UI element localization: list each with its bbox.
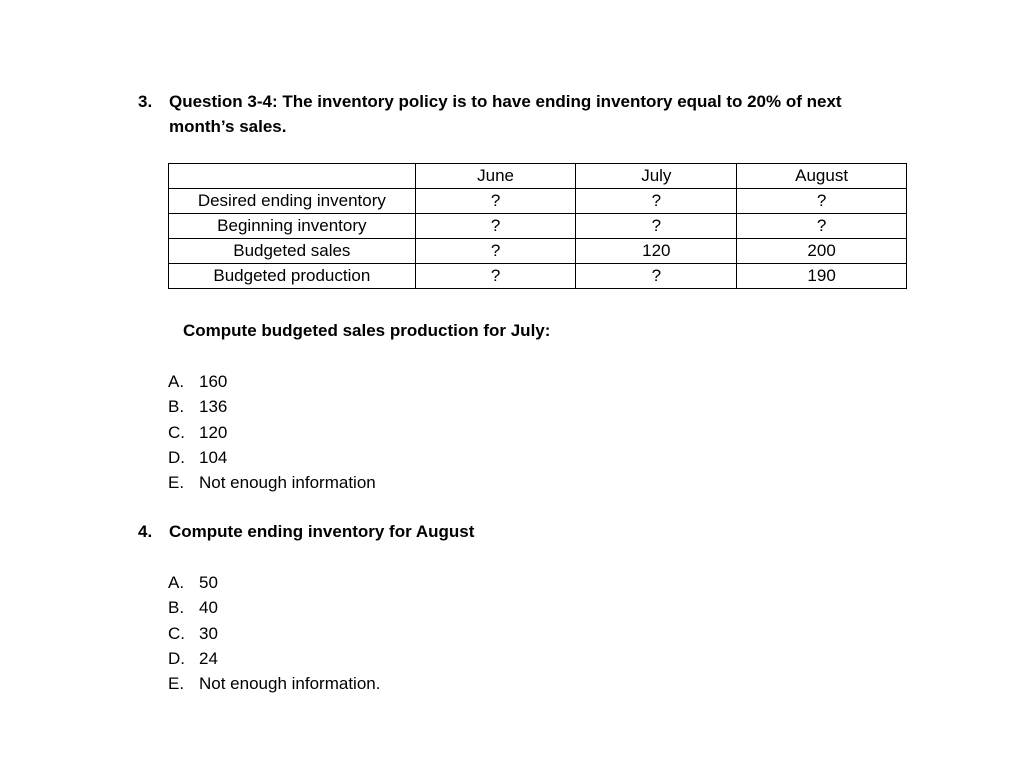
choice-text: 104 <box>199 447 228 467</box>
table-cell: ? <box>415 214 576 239</box>
choice-letter: D. <box>168 447 185 467</box>
question-4-text: Compute ending inventory for August <box>169 522 475 541</box>
table-header-cell: July <box>576 164 737 189</box>
choice-letter: B. <box>168 598 185 618</box>
question-4-heading <box>138 519 638 544</box>
table-row <box>169 239 907 264</box>
table-header-cell: August <box>737 164 907 189</box>
table-row <box>169 264 907 289</box>
table-cell: ? <box>415 239 576 264</box>
table-cell: ? <box>415 264 576 289</box>
table-header-cell <box>169 164 416 189</box>
question-3-heading <box>138 89 898 141</box>
choice-letter: E. <box>168 674 185 694</box>
question-4-number: 4. <box>138 522 153 541</box>
table-cell: 200 <box>737 239 907 264</box>
choice-text: 136 <box>199 397 228 417</box>
table-row-label: Budgeted production <box>169 264 416 289</box>
choice-letter: D. <box>168 648 185 668</box>
question-3-line-1: Question 3-4: The inventory policy is to have ending inventory equal to 20% of next <box>169 92 842 111</box>
choice-text: 30 <box>199 623 218 643</box>
table-cell: 190 <box>737 264 907 289</box>
choice-letter: E. <box>168 473 185 493</box>
table-row-label: Beginning inventory <box>169 214 416 239</box>
question-3-prompt: Compute budgeted sales production for July: <box>183 321 551 340</box>
table-cell: ? <box>576 189 737 214</box>
question-3-line-2: month’s sales. <box>169 117 287 136</box>
table-cell: ? <box>415 189 576 214</box>
table-row-label: Budgeted sales <box>169 239 416 264</box>
table-cell: ? <box>576 214 737 239</box>
choice-text: 50 <box>199 573 218 592</box>
choice-text: 160 <box>199 372 228 391</box>
choice-text: Not enough information. <box>199 674 381 694</box>
choice-letter: B. <box>168 397 185 417</box>
choice-text: 40 <box>199 598 218 618</box>
choice-text: 24 <box>199 648 218 668</box>
question-3-number: 3. <box>138 92 153 111</box>
choice-letter: C. <box>168 422 185 442</box>
table-cell: ? <box>737 189 907 214</box>
choice-letter: C. <box>168 623 185 643</box>
table-cell: ? <box>737 214 907 239</box>
choice-text: Not enough information <box>199 473 376 493</box>
table-row-label: Desired ending inventory <box>169 189 416 214</box>
choice-text: 120 <box>199 422 228 442</box>
choice-letter: A. <box>168 573 185 592</box>
table-row <box>169 214 907 239</box>
inventory-table <box>168 163 907 289</box>
table-header-cell: June <box>415 164 576 189</box>
table-header-row <box>169 164 907 189</box>
table-cell: 120 <box>576 239 737 264</box>
choice-letter: A. <box>168 372 185 391</box>
table-row <box>169 189 907 214</box>
table-cell: ? <box>576 264 737 289</box>
